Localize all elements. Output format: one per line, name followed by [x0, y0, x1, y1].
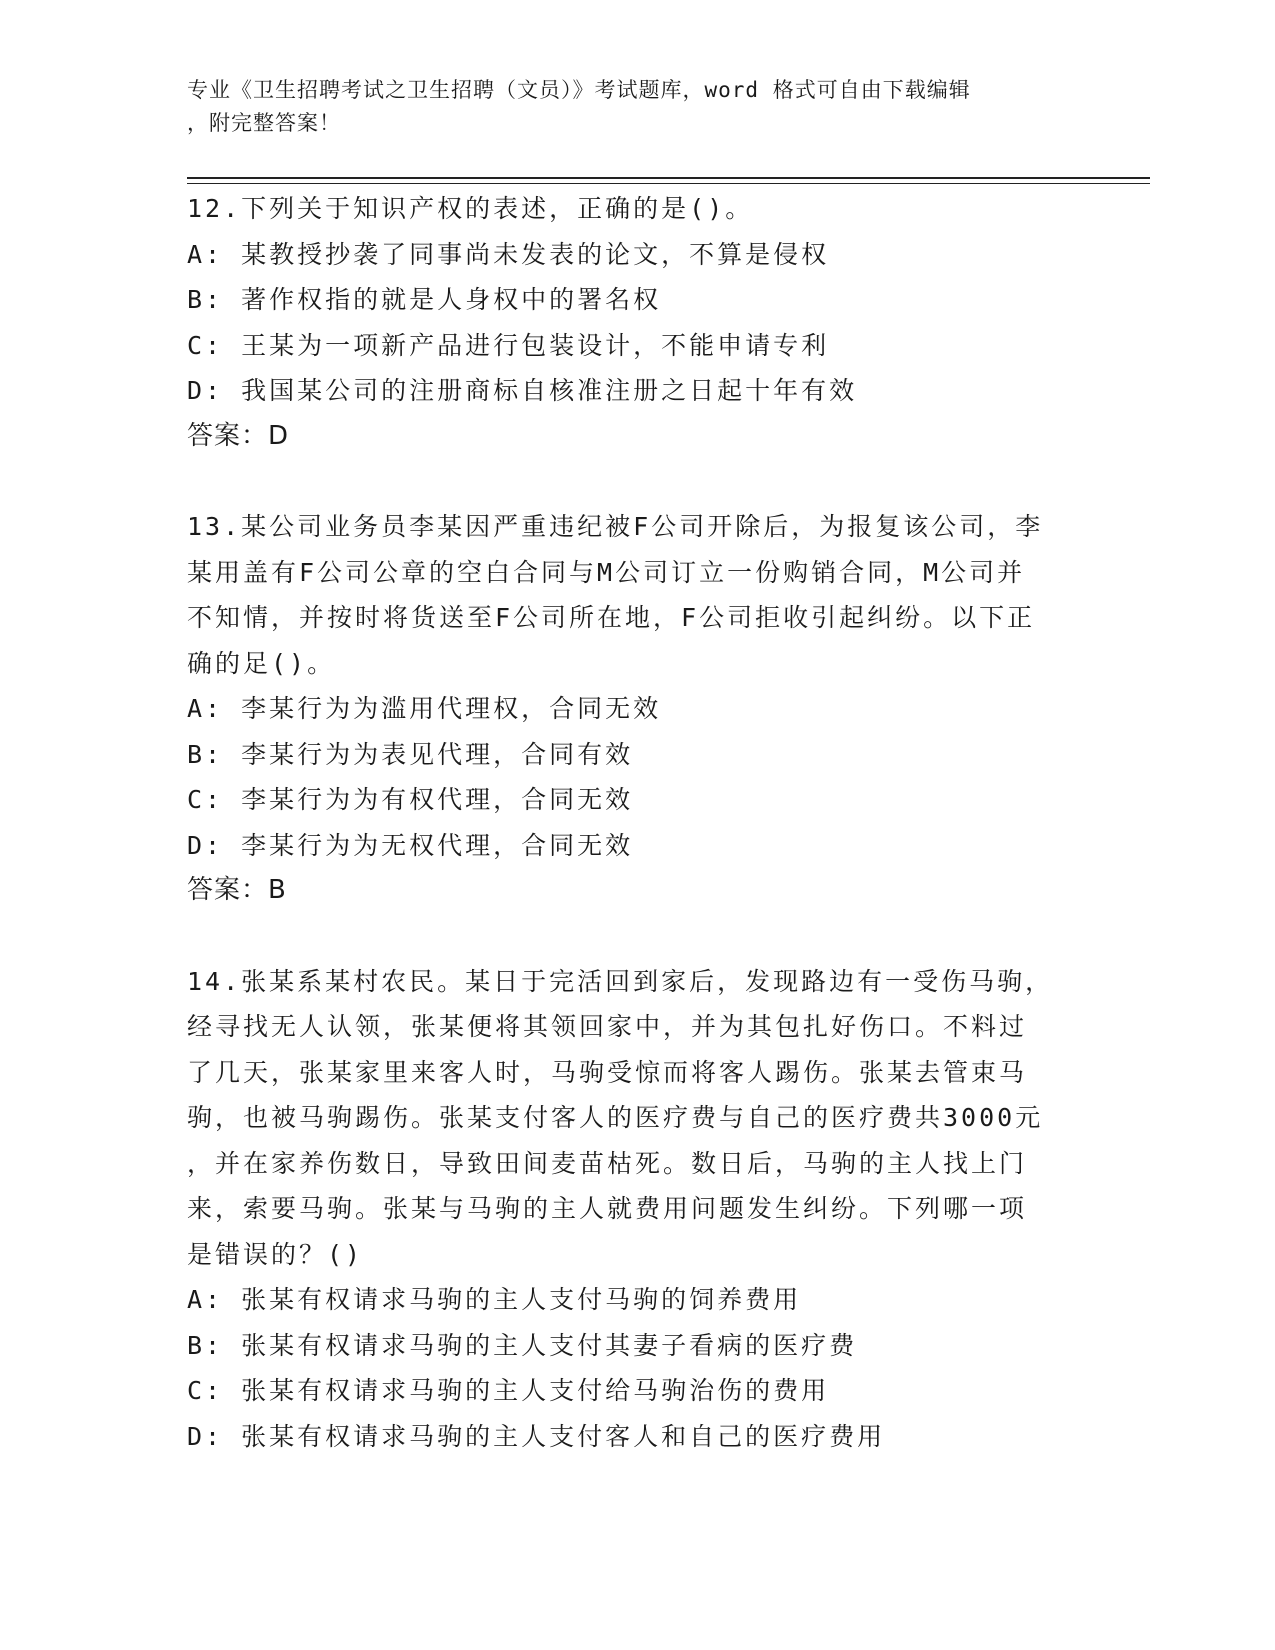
question-list — [187, 186, 1087, 1459]
question-stem-line: 驹，也被马驹踢伤。张某支付客人的医疗费与自己的医疗费共3000元 — [187, 1103, 1044, 1132]
header-line-2: ，附完整答案！ — [187, 111, 341, 135]
header-line-1: 专业《卫生招聘考试之卫生招聘（文员）》考试题库，word 格式可自由下载编辑 — [187, 78, 971, 102]
question-option-d: D: 张某有权请求马驹的主人支付客人和自己的医疗费用 — [187, 1421, 886, 1451]
question-stem-line: ，并在家养伤数日，导致田间麦苗枯死。数日后，马驹的主人找上门 — [187, 1148, 1028, 1178]
question-stem-line: 了几天，张某家里来客人时，马驹受惊而将客人踢伤。张某去管束马 — [187, 1057, 1028, 1087]
question-stem-line: 来，索要马驹。张某与马驹的主人就费用问题发生纠纷。下列哪一项 — [187, 1194, 1028, 1223]
question-stem-line: 确的足()。 — [187, 648, 336, 678]
question-option-c: C: 李某行为为有权代理，合同无效 — [187, 785, 634, 814]
question-option-a: A: 某教授抄袭了同事尚未发表的论文，不算是侵权 — [187, 239, 830, 269]
question-stem-line: 经寻找无人认领，张某便将其领回家中，并为其包扎好伤口。不料过 — [187, 1012, 1028, 1041]
header-divider-thick — [187, 177, 1150, 179]
question-stem-line: 14.张某系某村农民。某日于完活回到家后，发现路边有一受伤马驹， — [187, 966, 1054, 996]
header-divider-thin — [187, 183, 1150, 184]
question-answer: 答案：B — [187, 875, 287, 905]
question-stem-line: 不知情，并按时将货送至F公司所在地，F公司拒收引起纠纷。以下正 — [187, 603, 1036, 632]
question-option-a: A: 张某有权请求马驹的主人支付马驹的饲养费用 — [187, 1285, 802, 1314]
question-12 — [187, 186, 1087, 459]
question-option-b: B: 李某行为为表见代理，合同有效 — [187, 739, 634, 769]
question-option-d: D: 李某行为为无权代理，合同无效 — [187, 830, 634, 860]
question-option-c: C: 张某有权请求马驹的主人支付给马驹治伤的费用 — [187, 1376, 830, 1405]
question-stem-line: 13.某公司业务员李某因严重违纪被F公司开除后，为报复该公司，李 — [187, 512, 1044, 541]
question-option-d: D: 我国某公司的注册商标自核准注册之日起十年有效 — [187, 376, 858, 405]
question-13 — [187, 504, 1087, 914]
question-stem-line: 是错误的？() — [187, 1239, 364, 1269]
question-stem-line: 12.下列关于知识产权的表述，正确的是()。 — [187, 194, 754, 223]
document-header — [187, 74, 1067, 140]
question-stem-line: 某用盖有F公司公章的空白合同与M公司订立一份购销合同，M公司并 — [187, 557, 1026, 587]
question-option-c: C: 王某为一项新产品进行包装设计，不能申请专利 — [187, 330, 830, 360]
question-14 — [187, 959, 1087, 1460]
question-option-b: B: 著作权指的就是人身权中的署名权 — [187, 285, 662, 314]
question-option-b: B: 张某有权请求马驹的主人支付其妻子看病的医疗费 — [187, 1330, 858, 1360]
question-option-a: A: 李某行为为滥用代理权，合同无效 — [187, 694, 662, 723]
question-answer: 答案：D — [187, 420, 290, 451]
